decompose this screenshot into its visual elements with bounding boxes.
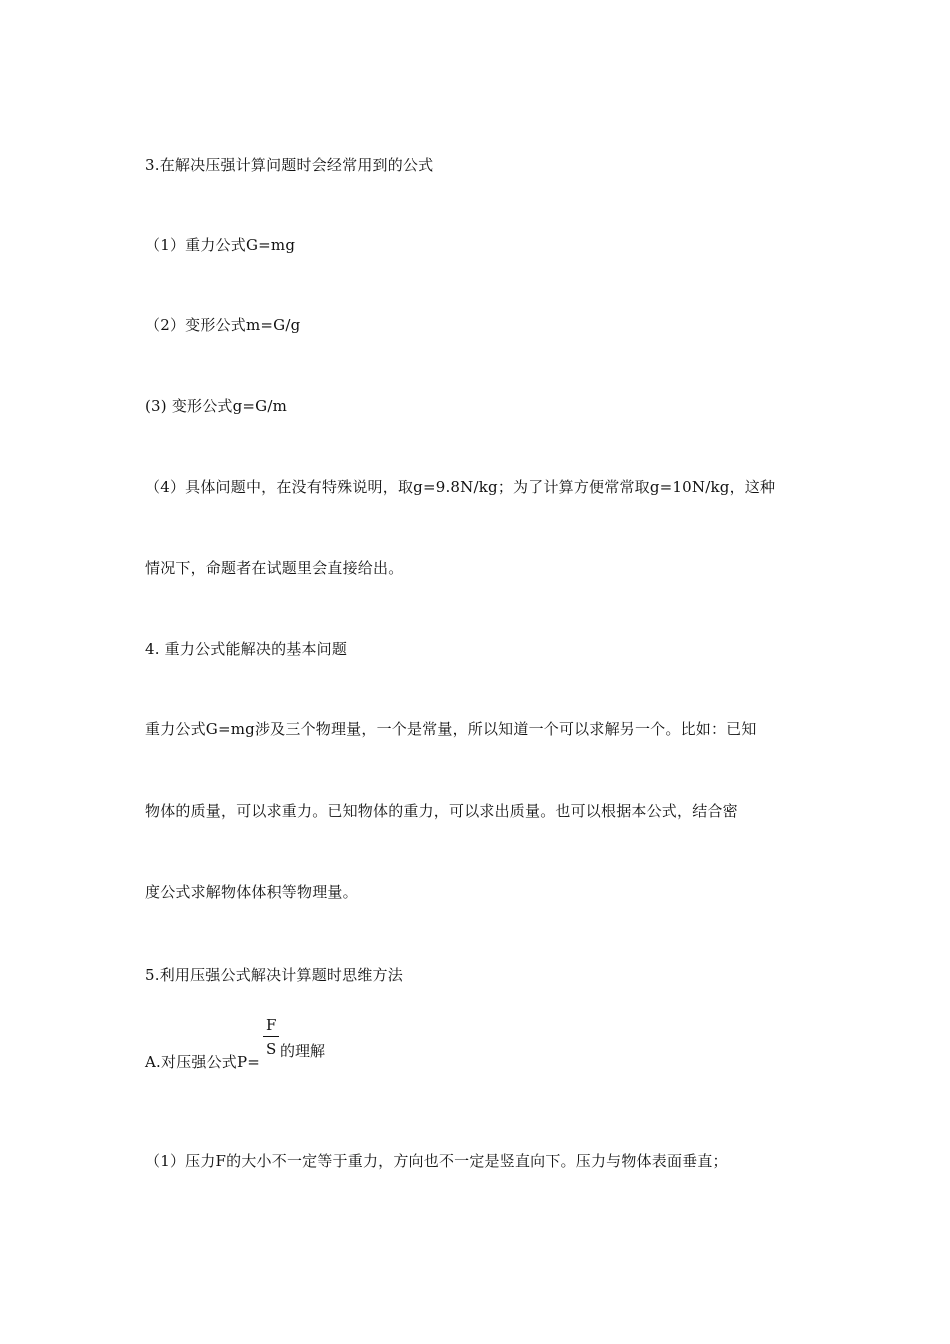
section-4-paragraph-line-2: 物体的质量，可以求重力。已知物体的重力，可以求出质量。也可以根据本公式，结合密 — [145, 802, 738, 820]
g-value-paragraph-line-2: 情况下，命题者在试题里会直接给出。 — [145, 559, 404, 577]
fraction-suffix: 的理解 — [280, 1042, 326, 1060]
fraction-denominator: S — [266, 1040, 277, 1058]
section-4-paragraph-line-1: 重力公式G=mg涉及三个物理量，一个是常量，所以知道一个可以求解另一个。比如：已知 — [145, 720, 757, 738]
fraction — [262, 1016, 282, 1060]
section-4-paragraph-line-3: 度公式求解物体体积等物理量。 — [145, 883, 358, 901]
pressure-fraction-formula — [262, 1016, 372, 1068]
g-formula-item: (3) 变形公式g=G/m — [145, 397, 288, 415]
section-4-heading: 4. 重力公式能解决的基本问题 — [145, 640, 348, 658]
pressure-formula-lead: A.对压强公式P= — [145, 1053, 261, 1071]
section-5-heading: 5.利用压强公式解决计算题时思维方法 — [145, 966, 403, 984]
section-3-heading: 3.在解决压强计算问题时会经常用到的公式 — [145, 156, 434, 174]
gravity-formula-item: （1）重力公式G=mg — [145, 236, 296, 254]
mass-formula-item: （2）变形公式m=G/g — [145, 316, 301, 334]
fraction-numerator: F — [266, 1016, 277, 1034]
force-note-line: （1）压力F的大小不一定等于重力，方向也不一定是竖直向下。压力与物体表面垂直； — [145, 1152, 728, 1170]
fraction-bar — [263, 1036, 279, 1037]
g-value-paragraph-line-1: （4）具体问题中，在没有特殊说明，取g=9.8N/kg；为了计算方便常常取g=10N/kg，这种 — [145, 478, 776, 496]
